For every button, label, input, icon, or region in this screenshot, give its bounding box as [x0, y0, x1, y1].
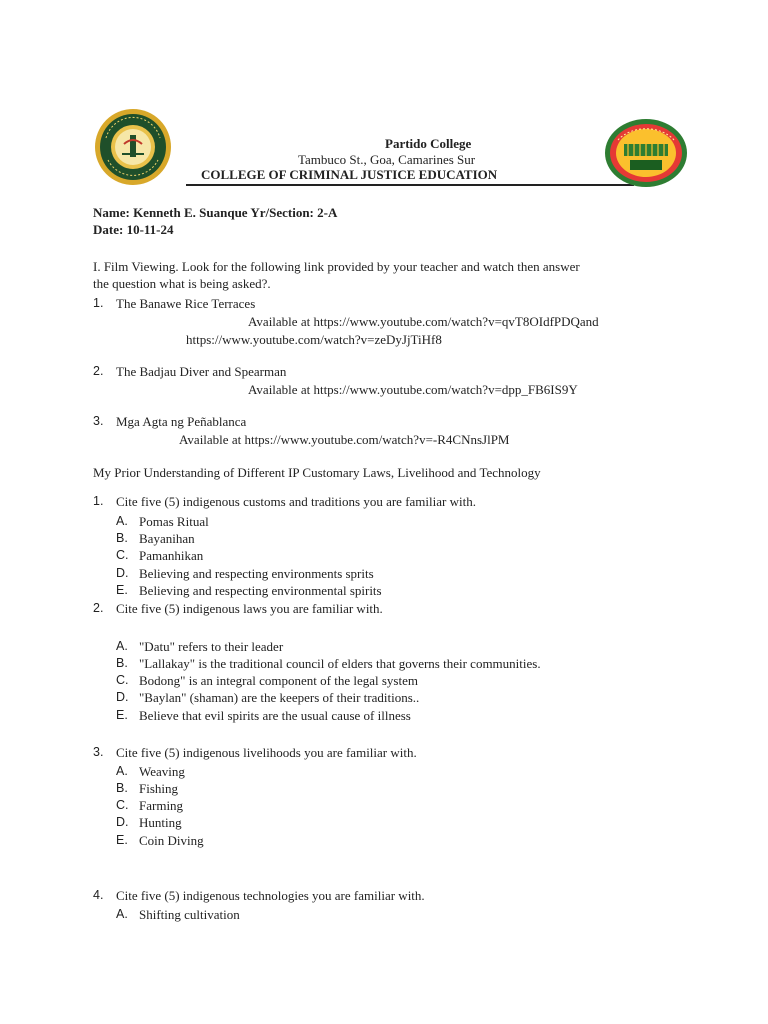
film-item-title: Mga Agta ng Peñablanca: [116, 414, 247, 429]
question-text: Cite five (5) indigenous laws you are familiar with.: [116, 601, 383, 616]
answer-text: Coin Diving: [139, 833, 204, 848]
header-divider: [186, 184, 634, 186]
answer-text: "Datu" refers to their leader: [139, 639, 284, 654]
answer-text: Pomas Ritual: [139, 514, 209, 529]
question-number: 3.: [93, 745, 104, 759]
prior-understanding-heading: My Prior Understanding of Different IP Customary Laws, Livelihood and Technology: [93, 465, 541, 480]
date-line: Date: 10-11-24: [93, 222, 174, 237]
question-text: Cite five (5) indigenous livelihoods you are familiar with.: [116, 745, 417, 760]
answer-letter: C.: [116, 548, 129, 562]
film-link[interactable]: Available at https://www.youtube.com/watch?v=qvT8OIdfPDQand: [248, 314, 599, 329]
film-item-number: 1.: [93, 296, 104, 310]
film-item-title: The Banawe Rice Terraces: [116, 296, 256, 311]
answer-text: Fishing: [139, 781, 179, 796]
answer-text: Bayanihan: [139, 531, 195, 546]
answer-text: Shifting cultivation: [139, 907, 240, 922]
answer-letter: B.: [116, 531, 128, 545]
question-text: Cite five (5) indigenous technologies you are familiar with.: [116, 888, 425, 903]
student-name-line: Name: Kenneth E. Suanque Yr/Section: 2-A: [93, 205, 338, 220]
answer-letter: E.: [116, 833, 128, 847]
question-text: Cite five (5) indigenous customs and traditions you are familiar with.: [116, 494, 476, 509]
film-intro-line-2: the question what is being asked?.: [93, 276, 271, 291]
answer-letter: E.: [116, 583, 128, 597]
answer-text: "Baylan" (shaman) are the keepers of their traditions..: [139, 690, 420, 705]
answer-text: Believing and respecting environments sprits: [139, 566, 374, 581]
film-item-number: 3.: [93, 414, 104, 428]
partido-college-seal: [94, 108, 172, 186]
answer-text: Believing and respecting environmental spirits: [139, 583, 382, 598]
department-title: COLLEGE OF CRIMINAL JUSTICE EDUCATION: [201, 167, 498, 182]
answer-text: Hunting: [139, 815, 182, 830]
question-number: 2.: [93, 601, 104, 615]
criminal-justice-seal: [604, 118, 688, 188]
film-item-number: 2.: [93, 364, 104, 378]
answer-letter: C.: [116, 673, 129, 687]
answer-letter: A.: [116, 639, 128, 653]
film-link[interactable]: https://www.youtube.com/watch?v=zeDyJjTiHf8: [186, 332, 442, 347]
film-link[interactable]: Available at https://www.youtube.com/watch?v=-R4CNnsJlPM: [179, 432, 510, 447]
film-intro-line-1: I. Film Viewing. Look for the following link provided by your teacher and watch then answer: [93, 259, 580, 274]
answer-text: Bodong" is an integral component of the legal system: [139, 673, 418, 688]
answer-text: Pamanhikan: [139, 548, 204, 563]
answer-letter: A.: [116, 907, 128, 921]
school-name: Partido College: [385, 136, 472, 151]
answer-letter: E.: [116, 708, 128, 722]
answer-letter: B.: [116, 781, 128, 795]
answer-text: Farming: [139, 798, 184, 813]
answer-text: "Lallakay" is the traditional council of elders that governs their communities.: [139, 656, 541, 671]
question-number: 1.: [93, 494, 104, 508]
answer-letter: A.: [116, 764, 128, 778]
answer-text: Weaving: [139, 764, 185, 779]
film-link[interactable]: Available at https://www.youtube.com/watch?v=dpp_FB6IS9Y: [248, 382, 578, 397]
answer-letter: D.: [116, 566, 129, 580]
answer-letter: A.: [116, 514, 128, 528]
school-address: Tambuco St., Goa, Camarines Sur: [298, 152, 476, 167]
answer-letter: B.: [116, 656, 128, 670]
answer-letter: D.: [116, 690, 129, 704]
answer-text: Believe that evil spirits are the usual cause of illness: [139, 708, 411, 723]
film-item-title: The Badjau Diver and Spearman: [116, 364, 287, 379]
answer-letter: C.: [116, 798, 129, 812]
answer-letter: D.: [116, 815, 129, 829]
question-number: 4.: [93, 888, 104, 902]
